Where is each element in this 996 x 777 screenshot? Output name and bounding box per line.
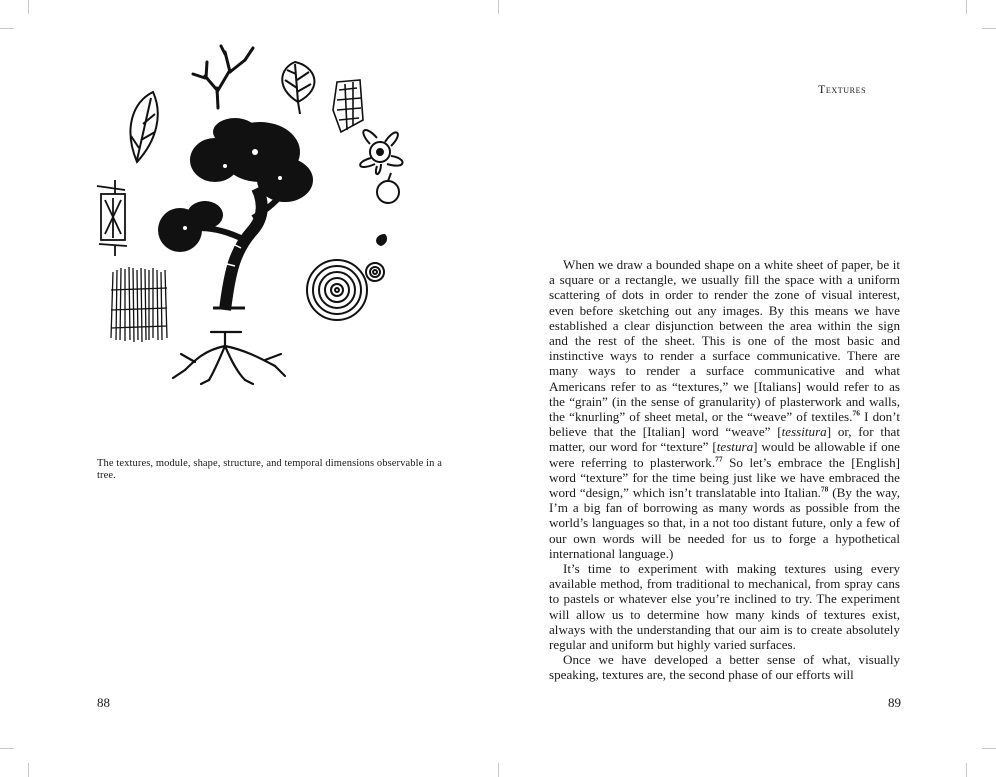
body-paragraph (549, 652, 900, 682)
fruit-icon (377, 173, 399, 203)
text-run: When we draw a bounded shape on a white sheet of paper, be it a square or a rectangle, we usually fill the space with a uniform scattering of dots in order to render the zone of visual interest, even before sketching out any images. By this means we have established a clear disjunction between the area within the sign and the rest of the sheet. This is one of the most basic and instinctive ways to render a surface communicative. There are many ways to render a surface communicative and what Americans refer to as “textures,” we [Italians] would refer to as the “grain” (in the sense of granularity) of plasterwork and walls, the “knurling” of sheet metal, or the “weave” of textiles. (549, 257, 900, 425)
tree-rings-icon (307, 260, 384, 320)
page-number: 89 (888, 695, 901, 710)
body-paragraph (549, 257, 900, 561)
body-paragraph (549, 561, 900, 652)
figure-caption: The textures, module, shape, structure, and temporal dimensions observable in a tree. (97, 458, 442, 481)
right-page (498, 0, 996, 777)
leaf-icon (130, 92, 157, 162)
seed-icon (376, 234, 387, 246)
text-run: (By the way, I’m a big fan of borrowing as many words as possible from the world’s languages so that, in a not too distant future, only a few of our own words will be needed for us to forge a hypothetical international language.) (549, 485, 900, 561)
text-run: Once we have developed a better sense of what, visually speaking, textures are, the second phase of our efforts will (549, 652, 900, 683)
page-number: 88 (97, 695, 110, 710)
body-text (549, 257, 900, 683)
tree-figure (85, 40, 425, 385)
footnote-ref[interactable]: 77 (715, 454, 723, 464)
text-run: I don’t believe that the [Italian] word “weave” [ (549, 409, 900, 440)
bare-branch-icon (193, 46, 253, 108)
wood-cell-icon (97, 180, 127, 256)
roots-icon (173, 332, 285, 384)
text-run: ] would be allowable if one were referring to plasterwork. (549, 439, 900, 470)
flower-icon (360, 130, 402, 174)
grass-texture-icon (111, 267, 167, 342)
italic-term: tessitura (781, 424, 827, 440)
footnote-ref[interactable]: 78 (820, 484, 829, 494)
running-head: Textures (818, 82, 867, 96)
bark-texture-icon (333, 80, 363, 132)
text-run: It’s time to experiment with making textures using every available method, from traditional to mechanical, from spray cans to pastels or whatever else you’re inclined to try. The experiment will allow us to determine how many kinds of textures exist, always with the understanding that our aim is to create absolutely regular and uniform but highly varied surfaces. (549, 561, 900, 653)
tree-icon (158, 118, 313, 310)
leaf-blade-icon (282, 62, 314, 114)
text-run: So let’s embrace the [English] word “texture” for the time being just like we have embraced the word “design,” which isn’t translatable into Italian. (549, 454, 900, 501)
italic-term: testura (716, 439, 754, 455)
footnote-ref[interactable]: 76 (852, 408, 860, 418)
text-run: ] or, for that matter, our word for “texture” [ (549, 424, 900, 455)
